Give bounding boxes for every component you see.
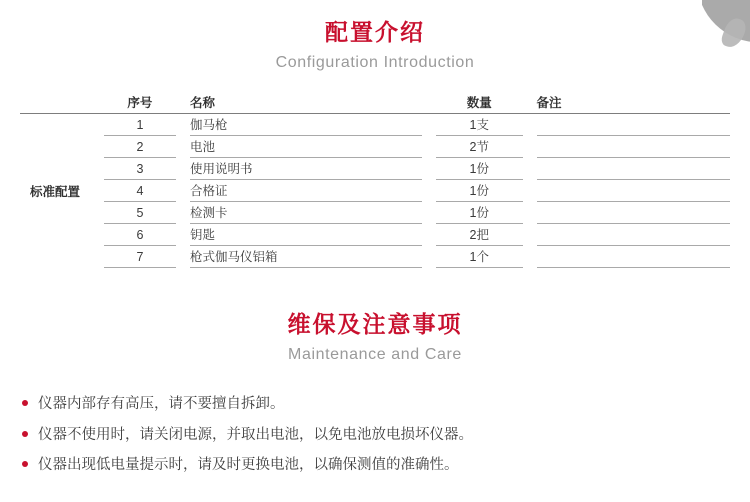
cell-no-text: 6	[104, 224, 177, 246]
row-gap	[422, 246, 436, 268]
cell-name-text: 枪式伽马仪铝箱	[190, 246, 422, 268]
configuration-title-en: Configuration Introduction	[275, 53, 475, 71]
cell-qty	[436, 224, 523, 246]
cell-remark-text	[537, 158, 731, 180]
cell-qty	[436, 114, 523, 136]
table-row	[20, 180, 730, 202]
cell-no-text: 5	[104, 202, 177, 224]
header-cell-qty	[436, 92, 523, 114]
row-gap	[90, 158, 104, 180]
cell-remark-text	[537, 246, 731, 268]
cell-no-text: 3	[104, 158, 177, 180]
row-gap	[422, 202, 436, 224]
row-label-text: 标准配置	[29, 184, 80, 199]
header-qty-text: 数量	[436, 92, 523, 114]
cell-name-text: 使用说明书	[190, 158, 422, 180]
row-gap	[90, 136, 104, 158]
note-text: 仪器出现低电量提示时，请及时更换电池，以确保测值的准确性。	[38, 457, 459, 474]
row-gap	[90, 246, 104, 268]
header-gap-2	[176, 92, 190, 114]
cell-no	[104, 136, 177, 158]
list-item	[22, 454, 750, 484]
cell-qty-text: 1支	[436, 114, 523, 136]
cell-no	[104, 158, 177, 180]
configuration-title-cn: 配置介绍	[325, 19, 425, 45]
header-gap-3	[422, 92, 436, 114]
cell-no-text: 7	[104, 246, 177, 268]
cell-qty-text: 1份	[436, 202, 523, 224]
bullet-icon	[22, 431, 28, 437]
table-header-row	[20, 92, 730, 114]
cell-name-text: 电池	[190, 136, 422, 158]
cell-qty	[436, 246, 523, 268]
row-gap	[90, 114, 104, 136]
cell-name-text: 检测卡	[190, 202, 422, 224]
cell-name	[190, 136, 422, 158]
cell-remark-text	[537, 136, 731, 158]
cell-remark-text	[537, 180, 731, 202]
maintenance-notes-list	[0, 393, 750, 484]
cell-qty-text: 1份	[436, 158, 523, 180]
row-gap	[422, 114, 436, 136]
row-gap	[422, 158, 436, 180]
note-text: 仪器内部存有高压，请不要擅自拆卸。	[38, 396, 285, 413]
row-gap	[523, 202, 537, 224]
header-cell-name	[190, 92, 422, 114]
cell-remark	[537, 180, 731, 202]
cell-no	[104, 114, 177, 136]
header-no-text: 序号	[104, 92, 177, 114]
row-gap	[176, 246, 190, 268]
cell-no-text: 2	[104, 136, 177, 158]
header-gap-4	[523, 92, 537, 114]
cell-remark-text	[537, 224, 731, 246]
cell-remark	[537, 202, 731, 224]
row-gap	[176, 114, 190, 136]
cell-qty	[436, 202, 523, 224]
cell-remark	[537, 136, 731, 158]
row-label-cell	[20, 114, 90, 268]
cell-name	[190, 114, 422, 136]
row-gap	[176, 158, 190, 180]
header-cell-no	[104, 92, 177, 114]
configuration-table-wrapper	[20, 92, 730, 268]
table-row	[20, 136, 730, 158]
header-gap-1	[90, 92, 104, 114]
cell-qty-text: 1个	[436, 246, 523, 268]
header-name-text: 名称	[190, 92, 422, 114]
maintenance-title-en: Maintenance and Care	[288, 345, 462, 363]
bullet-icon	[22, 461, 28, 467]
row-gap	[523, 180, 537, 202]
row-gap	[176, 202, 190, 224]
cell-qty-text: 2把	[436, 224, 523, 246]
cell-name	[190, 158, 422, 180]
cell-qty-text: 1份	[436, 180, 523, 202]
row-gap	[422, 224, 436, 246]
row-gap	[523, 246, 537, 268]
cell-qty	[436, 158, 523, 180]
cell-no	[104, 202, 177, 224]
row-gap	[90, 202, 104, 224]
table-row	[20, 202, 730, 224]
bullet-icon	[22, 400, 28, 406]
list-item	[22, 393, 750, 423]
row-gap	[90, 224, 104, 246]
row-gap	[90, 180, 104, 202]
cell-qty	[436, 180, 523, 202]
cell-qty	[436, 136, 523, 158]
cell-no	[104, 180, 177, 202]
row-gap	[422, 136, 436, 158]
cell-name	[190, 180, 422, 202]
row-gap	[523, 136, 537, 158]
table-row	[20, 114, 730, 136]
cell-remark-text	[537, 202, 731, 224]
configuration-table	[20, 92, 730, 268]
maintenance-title-cn: 维保及注意事项	[287, 310, 463, 337]
cell-name-text: 伽马枪	[190, 114, 422, 136]
row-gap	[422, 180, 436, 202]
cell-remark	[537, 246, 731, 268]
row-gap	[523, 114, 537, 136]
cell-name-text: 合格证	[190, 180, 422, 202]
table-row	[20, 246, 730, 268]
row-gap	[176, 180, 190, 202]
header-cell-label	[20, 92, 90, 114]
cell-name	[190, 224, 422, 246]
header-remark-text: 备注	[537, 92, 731, 114]
cell-no-text: 4	[104, 180, 177, 202]
cell-name-text: 钥匙	[190, 224, 422, 246]
cell-remark	[537, 114, 731, 136]
cell-no	[104, 224, 177, 246]
cell-no-text: 1	[104, 114, 177, 136]
header-cell-remark	[537, 92, 731, 114]
cell-remark-text	[537, 114, 731, 136]
cell-name	[190, 202, 422, 224]
cell-name	[190, 246, 422, 268]
cell-remark	[537, 224, 731, 246]
row-gap	[176, 136, 190, 158]
list-item	[22, 424, 750, 454]
configuration-section-title	[0, 0, 750, 74]
row-gap	[523, 224, 537, 246]
row-gap	[176, 224, 190, 246]
cell-remark	[537, 158, 731, 180]
cell-qty-text: 2节	[436, 136, 523, 158]
row-gap	[523, 158, 537, 180]
table-row	[20, 224, 730, 246]
note-text: 仪器不使用时，请关闭电源，并取出电池，以免电池放电损坏仪器。	[38, 426, 473, 443]
cell-no	[104, 246, 177, 268]
table-row	[20, 158, 730, 180]
maintenance-section-title	[0, 310, 750, 366]
